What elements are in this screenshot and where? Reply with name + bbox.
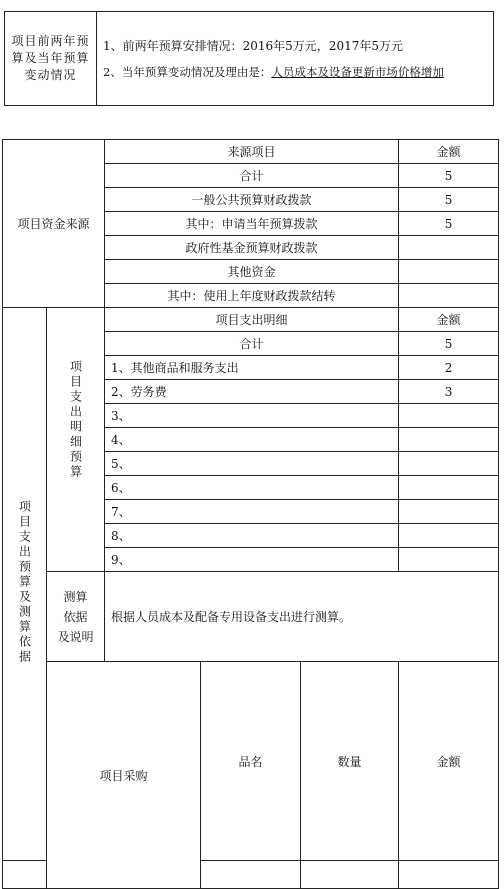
- funding-row-item: 其中：申请当年预算拨款: [105, 212, 399, 236]
- expenditure-row-amount: [399, 452, 499, 476]
- procurement-cell-qty: [201, 861, 301, 889]
- expenditure-row-amount: [399, 476, 499, 500]
- procurement-cell-amount: [301, 861, 399, 889]
- expenditure-header-amount: 金额: [399, 308, 499, 332]
- expenditure-row-amount: 2: [399, 356, 499, 380]
- procurement-col-amount: 金额: [399, 662, 499, 861]
- expenditure-row-item: 6、: [105, 476, 399, 500]
- prior-budget-change-reason: 人员成本及设备更新市场价格增加: [271, 64, 444, 79]
- expenditure-row-amount: [399, 548, 499, 572]
- funding-row-amount: [399, 260, 499, 284]
- procurement-col-name: 品名: [201, 662, 301, 861]
- procurement-label: 项目采购: [99, 768, 148, 783]
- funding-row-amount: 5: [399, 212, 499, 236]
- prior-budget-label: 项目前两年预算及当年预算变动情况: [11, 34, 90, 82]
- funding-row-amount: 5: [399, 188, 499, 212]
- expenditure-row-amount: [399, 524, 499, 548]
- procurement-cell-new-asset: [399, 861, 499, 889]
- procurement-cell-name: [3, 861, 47, 889]
- prior-budget-label-cell: [5, 12, 97, 106]
- funding-row-item: 政府性基金预算财政拨款: [105, 236, 399, 260]
- expenditure-row-item: 1、其他商品和服务支出: [105, 356, 399, 380]
- expenditure-inner-label: 项目支出明细预算: [68, 360, 83, 480]
- basis-label-cell: [47, 572, 105, 662]
- expenditure-row-amount: [399, 404, 499, 428]
- expenditure-row-amount: [399, 428, 499, 452]
- funding-header-amount: 金额: [399, 140, 499, 164]
- expenditure-inner-label-cell: [47, 308, 105, 572]
- budget-detail-table: [2, 139, 499, 889]
- funding-row-item: 合计: [105, 164, 399, 188]
- prior-budget-line-1: 1、前两年预算安排情况：2016年5万元，2017年5万元: [103, 38, 403, 53]
- prior-budget-table: [4, 11, 494, 106]
- basis-text: 根据人员成本及配备专用设备支出进行测算。: [105, 572, 499, 662]
- funding-source-label: 项目资金来源: [17, 217, 90, 231]
- expenditure-row-item: 8、: [105, 524, 399, 548]
- funding-row-item: 其他资金: [105, 260, 399, 284]
- funding-row-item: 其中：使用上年度财政拨款结转: [105, 284, 399, 308]
- funding-row-item: 一般公共预算财政拨款: [105, 188, 399, 212]
- basis-label-line-2: 依据: [63, 609, 88, 624]
- basis-label-line-1: 测算: [63, 589, 88, 604]
- basis-label-line-3: 及说明: [57, 629, 94, 644]
- expenditure-row-item: 9、: [105, 548, 399, 572]
- funding-row-amount: [399, 236, 499, 260]
- prior-budget-line-2-prefix: 2、当年预算变动情况及理由是：: [103, 64, 272, 79]
- expenditure-row-item: 2、劳务费: [105, 380, 399, 404]
- funding-row-amount: [399, 284, 499, 308]
- expenditure-row-item: 3、: [105, 404, 399, 428]
- expenditure-row-item: 5、: [105, 452, 399, 476]
- procurement-col-qty: 数量: [301, 662, 399, 861]
- expenditure-total-label: 合计: [105, 332, 399, 356]
- expenditure-header-item: 项目支出明细: [105, 308, 399, 332]
- prior-budget-content-cell: [97, 12, 494, 106]
- expenditure-row-amount: [399, 500, 499, 524]
- funding-header-item: 来源项目: [105, 140, 399, 164]
- expenditure-row-item: 4、: [105, 428, 399, 452]
- expenditure-outer-label-cell: [3, 308, 47, 861]
- expenditure-total-amount: 5: [399, 332, 499, 356]
- expenditure-row-amount: 3: [399, 380, 499, 404]
- expenditure-row-item: 7、: [105, 500, 399, 524]
- funding-row-amount: 5: [399, 164, 499, 188]
- prior-budget-line-2: [103, 59, 493, 85]
- funding-source-label-cell: [3, 140, 105, 308]
- procurement-label-cell: [47, 662, 201, 889]
- expenditure-outer-label: 项目支出预算及测算依据: [17, 500, 32, 665]
